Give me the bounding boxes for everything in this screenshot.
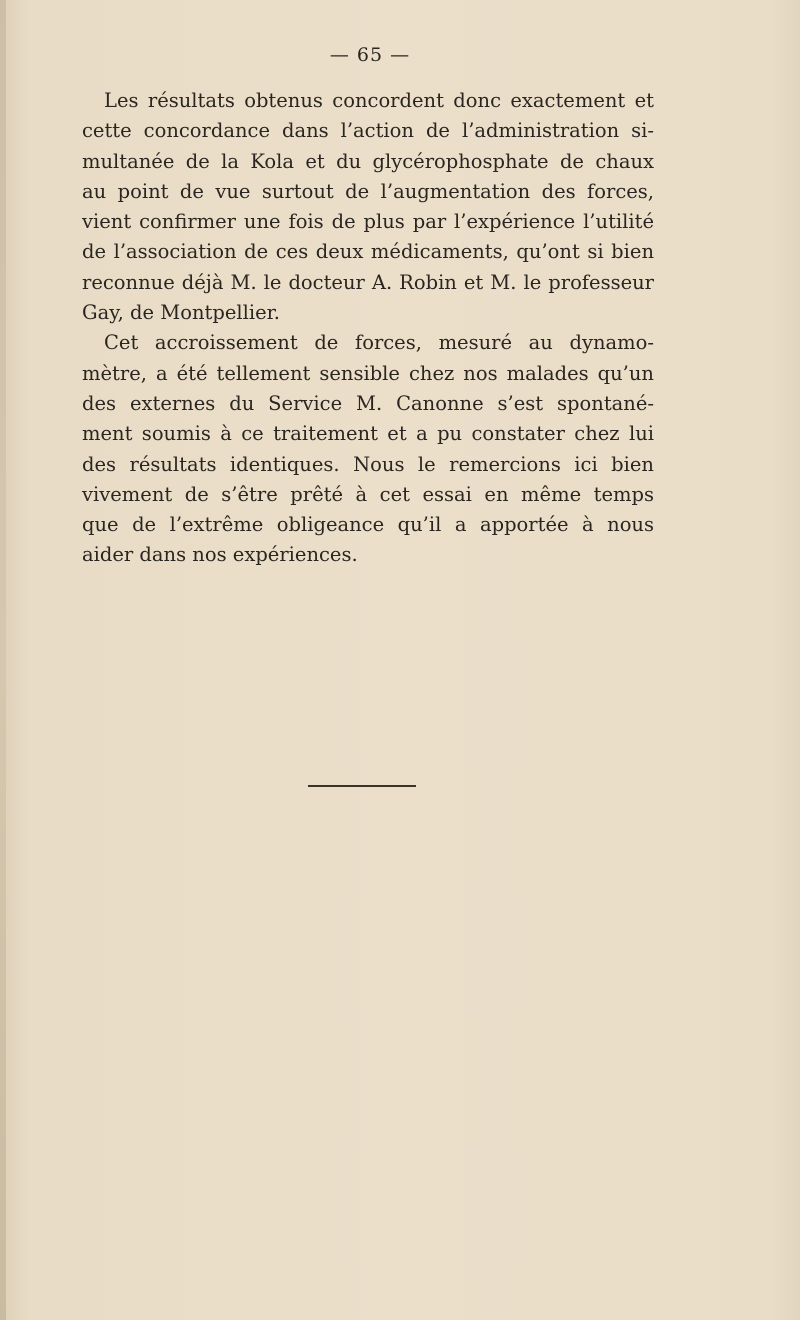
body-text <box>82 86 654 571</box>
text-line: au point de vue surtout de l’augmentation des forces, <box>82 179 654 203</box>
text-line: de l’association de ces deux médicaments, qu’ont si bien <box>82 240 654 264</box>
page-number: — 65 — <box>329 44 411 66</box>
text-line: Les résultats obtenus concordent donc exactement et <box>104 89 654 112</box>
text-line: que de l’extrême obligeance qu’il a apportée à nous <box>82 513 654 537</box>
text-line: vient confirmer une fois de plus par l’expérience l’utilité <box>82 210 654 234</box>
page-edge <box>0 0 6 1320</box>
section-divider <box>308 785 416 787</box>
text-line: reconnue déjà M. le docteur A. Robin et M. le professeur <box>82 270 654 294</box>
text-line: aider dans nos expériences. <box>82 543 358 567</box>
text-line: des externes du Service M. Canonne s’est spontané- <box>82 391 654 415</box>
text-line: multanée de la Kola et du glycérophosphate de chaux <box>82 149 654 173</box>
paragraph-1 <box>82 86 654 328</box>
text-line: cette concordance dans l’action de l’administration si- <box>82 119 654 143</box>
text-line: des résultats identiques. Nous le remercions ici bien <box>82 452 654 476</box>
paragraph-2 <box>82 328 654 570</box>
text-line: mètre, a été tellement sensible chez nos malades qu’un <box>82 361 654 385</box>
text-line: ment soumis à ce traitement et a pu constater chez lui <box>82 422 654 446</box>
text-line: vivement de s’être prêté à cet essai en même temps <box>82 482 654 506</box>
text-line: Gay, de Montpellier. <box>82 301 280 325</box>
text-line: Cet accroissement de forces, mesuré au dynamo- <box>104 331 654 355</box>
